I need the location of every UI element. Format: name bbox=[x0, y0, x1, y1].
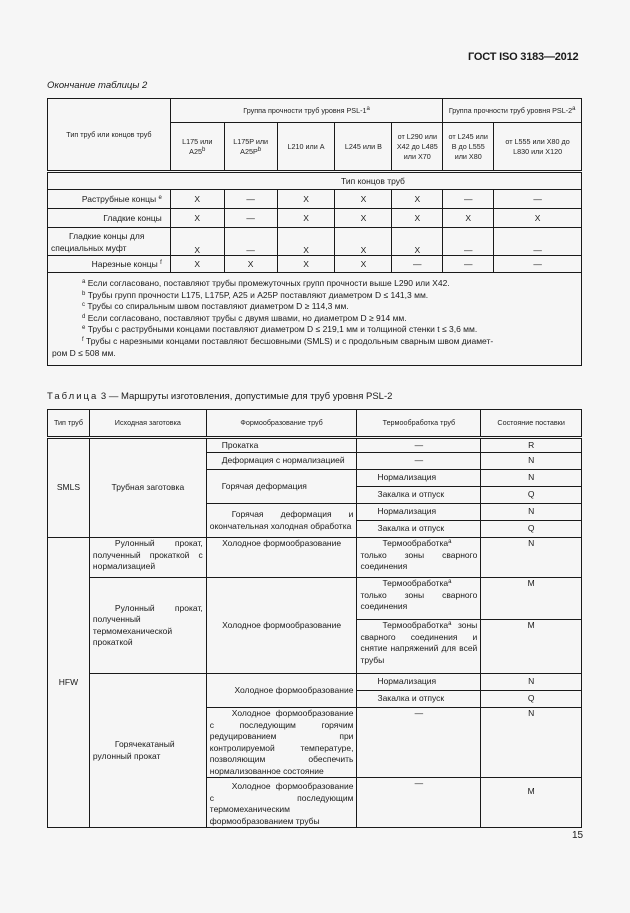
state: N bbox=[481, 470, 582, 487]
header-col-l210: L210 или A bbox=[277, 123, 335, 172]
table-row bbox=[48, 256, 582, 273]
header-col-l175p: L175P или $A25P^b$ bbox=[224, 123, 277, 172]
table2-continuation-caption: Окончание таблицы 2 bbox=[47, 80, 148, 91]
cell: — bbox=[494, 256, 582, 273]
cell: X bbox=[277, 190, 335, 209]
cell: — bbox=[224, 228, 277, 256]
source-smls: Трубная заготовка bbox=[89, 438, 206, 538]
forming: Холодное формообразование с последующим термомеханическим формообразованием трубы bbox=[206, 778, 357, 828]
section-title: Тип концов труб bbox=[48, 172, 582, 190]
header-row-label: Тип труб или концов труб bbox=[48, 99, 171, 172]
page-number: 15 bbox=[572, 830, 584, 841]
forming: Деформация с нормализацией bbox=[206, 453, 357, 470]
cell: X bbox=[494, 209, 582, 228]
cell: X bbox=[170, 256, 224, 273]
header-col-l290-l485: от L290 или X42 до L485 или X70 bbox=[392, 123, 443, 172]
cell: X bbox=[224, 256, 277, 273]
heat: Термообработка$^a$ только зоны сварного соединения bbox=[357, 578, 481, 620]
source: Рулонный прокат, полученный прокаткой с нормализацией bbox=[89, 538, 206, 578]
header-psl2-group: Группа прочности труб уровня PSL-2$^a$ bbox=[443, 99, 582, 123]
cell: — bbox=[494, 190, 582, 209]
heat: Нормализация bbox=[357, 674, 481, 691]
state: M bbox=[481, 620, 582, 674]
state: N bbox=[481, 708, 582, 778]
header-delivery-state: Состояние поставки bbox=[481, 410, 582, 438]
state: R bbox=[481, 438, 582, 453]
state: Q bbox=[481, 487, 582, 504]
state: Q bbox=[481, 521, 582, 538]
state: Q bbox=[481, 691, 582, 708]
heat: Закалка и отпуск bbox=[357, 521, 481, 538]
forming: Прокатка bbox=[206, 438, 357, 453]
state: M bbox=[481, 778, 582, 828]
cell: X bbox=[277, 228, 335, 256]
note-b: $^b$ Трубы групп прочности L175, L175P, A25 и A25P поставляют диаметром D ≤ 141,3 мм. bbox=[82, 289, 429, 300]
cell: X bbox=[335, 228, 392, 256]
heat: — bbox=[357, 438, 481, 453]
header-psl1-group: Группа прочности труб уровня PSL-1$^a$ bbox=[170, 99, 442, 123]
cell: X bbox=[277, 256, 335, 273]
header-col-l245-l555: от L245 или B до L555 или X80 bbox=[443, 123, 494, 172]
forming: Горячая деформация и окончательная холодная обработка bbox=[206, 504, 357, 538]
cell: — bbox=[224, 209, 277, 228]
table-row bbox=[48, 190, 582, 209]
document-code: ГОСТ ISO 3183—2012 bbox=[468, 51, 579, 63]
cell: X bbox=[392, 209, 443, 228]
heat: Нормализация bbox=[357, 470, 481, 487]
state: N bbox=[481, 674, 582, 691]
pipe-type-smls: SMLS bbox=[48, 438, 90, 538]
cell: — bbox=[443, 256, 494, 273]
row-label: Нарезные концы $^f$ bbox=[48, 256, 171, 273]
cell: X bbox=[335, 256, 392, 273]
forming: Холодное формообразование bbox=[206, 538, 357, 578]
cell: — bbox=[494, 228, 582, 256]
header-source: Исходная заготовка bbox=[89, 410, 206, 438]
heat: — bbox=[357, 778, 481, 828]
source: Горячекатаный рулонный прокат bbox=[89, 674, 206, 828]
table-row bbox=[48, 209, 582, 228]
table3 bbox=[47, 409, 582, 828]
note-a: $^a$ Если согласовано, поставляют трубы промежуточных групп прочности выше L290 или X42. bbox=[82, 278, 450, 288]
cell: X bbox=[335, 190, 392, 209]
cell: — bbox=[392, 256, 443, 273]
forming: Горячая деформация bbox=[206, 470, 357, 504]
cell: — bbox=[443, 190, 494, 209]
cell: X bbox=[170, 209, 224, 228]
table3-caption: Таблица 3 — Маршруты изготовления, допустимые для труб уровня PSL-2 bbox=[47, 391, 393, 402]
note-c: $^c$ Трубы со спиральным швом поставляют диаметром D ≥ 114,3 мм. bbox=[82, 301, 349, 312]
table-row bbox=[48, 228, 582, 256]
heat: — bbox=[357, 453, 481, 470]
forming: Холодное формообразование с последующим горячим редуцированием при контролируемой температуре, позволяющим обеспечить нормализованное состояние bbox=[206, 708, 357, 778]
forming: Холодное формообразование bbox=[206, 674, 357, 708]
cell: X bbox=[392, 228, 443, 256]
cell: — bbox=[443, 228, 494, 256]
cell: X bbox=[392, 190, 443, 209]
pipe-type-hfw: HFW bbox=[48, 538, 90, 828]
table2-notes bbox=[48, 273, 582, 366]
note-f-continuation: ром D ≤ 508 мм. bbox=[52, 347, 116, 358]
cell: X bbox=[170, 190, 224, 209]
cell: X bbox=[170, 228, 224, 256]
heat: Нормализация bbox=[357, 504, 481, 521]
heat: Термообработка$^a$ зоны сварного соединения и снятие напряжений для всей трубы bbox=[357, 620, 481, 674]
cell: — bbox=[224, 190, 277, 209]
note-d: $^d$ Если согласовано, поставляют трубы с двумя швами, но диаметром D ≥ 914 мм. bbox=[82, 312, 407, 323]
header-pipe-type: Тип труб bbox=[48, 410, 90, 438]
header-col-l245: L245 или B bbox=[335, 123, 392, 172]
heat: Термообработка$^a$ только зоны сварного соединения bbox=[357, 538, 481, 578]
heat: Закалка и отпуск bbox=[357, 691, 481, 708]
state: N bbox=[481, 453, 582, 470]
note-e: $^e$ Трубы с раструбными концами поставляют диаметром D ≤ 219,1 мм и толщиной стенки t ≤ 3,6 мм. bbox=[82, 324, 478, 335]
state: N bbox=[481, 538, 582, 578]
source: Рулонный прокат, полученный термомеханической прокаткой bbox=[89, 578, 206, 674]
header-forming: Формообразование труб bbox=[206, 410, 357, 438]
heat: Закалка и отпуск bbox=[357, 487, 481, 504]
header-col-l175: L175 или A25$^b$ bbox=[170, 123, 224, 172]
cell: X bbox=[335, 209, 392, 228]
table2 bbox=[47, 98, 582, 366]
row-label: Раструбные концы $^e$ bbox=[48, 190, 171, 209]
forming: Холодное формообразование bbox=[206, 578, 357, 674]
note-f: $^f$ Трубы с нарезными концами поставляют бесшовными (SMLS) и с продольным сварным швом диамет- bbox=[82, 335, 494, 346]
header-col-l555-l830: от L555 или X80 до L830 или X120 bbox=[494, 123, 582, 172]
state: M bbox=[481, 578, 582, 620]
header-heat-treatment: Термообработка труб bbox=[357, 410, 481, 438]
heat: — bbox=[357, 708, 481, 778]
row-label: Гладкие концы bbox=[48, 209, 171, 228]
row-label: Гладкие концы для специальных муфт bbox=[48, 228, 171, 256]
state: N bbox=[481, 504, 582, 521]
cell: X bbox=[277, 209, 335, 228]
cell: X bbox=[443, 209, 494, 228]
